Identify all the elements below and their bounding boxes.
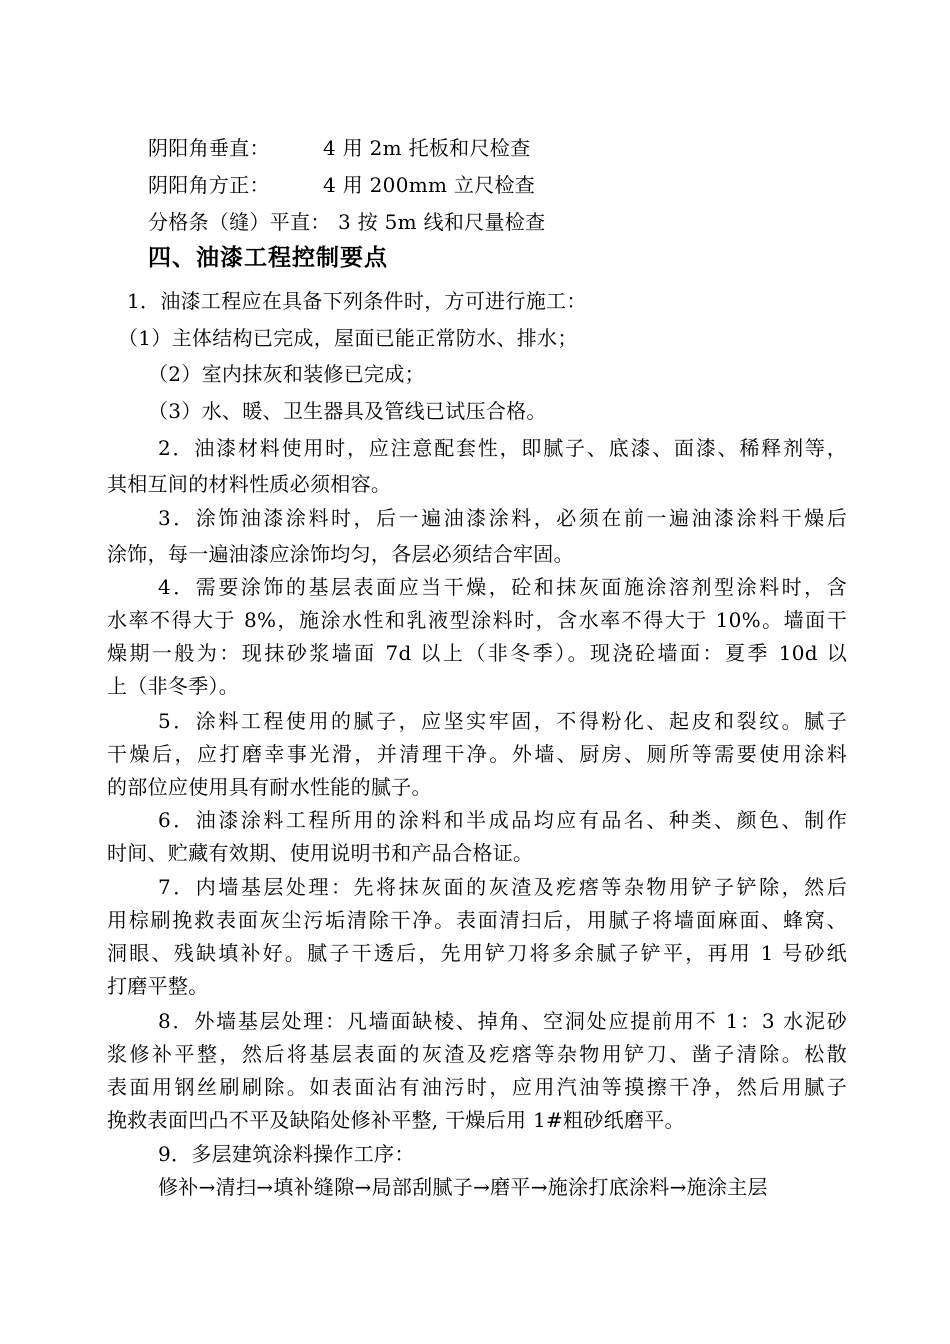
spec-line — [148, 171, 847, 199]
paragraph-line: 打磨平整。 — [107, 974, 209, 998]
paragraph-line: 8．外墙基层处理：凡墙面缺棱、掉角、空洞处应提前用不 1：3 水泥砂 — [158, 1009, 847, 1033]
process-line: 修补→清扫→填补缝隙→局部刮腻子→磨平→施涂打底涂料→施涂主层 — [158, 1175, 768, 1199]
spec-value: 4 用 200mm 立尺检查 — [323, 173, 536, 197]
paragraph-line: 的部位应使用具有耐水性能的腻子。 — [107, 775, 432, 799]
paragraph-line: 浆修补平整，然后将基层表面的灰渣及疙瘩等杂物用铲刀、凿子清除。松散 — [107, 1042, 847, 1066]
paragraph-line: 水率不得大于 8%，施涂水性和乳液型涂料时，含水率不得大于 10%。墙面干 — [107, 608, 847, 632]
paragraph-line: 表面用钢丝刷刷除。如表面沾有油污时，应用汽油等摸擦干净，然后用腻子 — [107, 1075, 847, 1099]
paragraph-line: 6．油漆涂料工程所用的涂料和半成品均应有品名、种类、颜色、制作 — [158, 808, 847, 832]
condition-item: （2）室内抹灰和装修已完成； — [148, 362, 425, 386]
spec-label: 分格条（缝）平直： — [148, 210, 331, 234]
spec-label: 阴阳角方正： — [148, 173, 270, 197]
paragraph-line: 上（非冬季）。 — [107, 674, 240, 698]
condition-item: （1）主体结构已完成，屋面已能正常防水、排水； — [118, 326, 578, 350]
paragraph-line: 洞眼、残缺填补好。腻子干透后，先用铲刀将多余腻子铲平，再用 1 号砂纸 — [107, 941, 847, 965]
paragraph-line: 3．涂饰油漆涂料时，后一遍油漆涂料，必须在前一遍油漆涂料干燥后 — [158, 506, 847, 530]
paragraph-line: 时间、贮藏有效期、使用说明书和产品合格证。 — [107, 841, 534, 865]
spec-line — [148, 208, 847, 236]
paragraph-line: 涂饰，每一遍油漆应涂饰均匀，各层必须结合牢固。 — [107, 542, 574, 566]
spec-line — [148, 134, 847, 162]
paragraph-line: 7．内墙基层处理：先将抹灰面的灰渣及疙瘩等杂物用铲子铲除，然后 — [158, 875, 847, 899]
condition-item: （3）水、暖、卫生器具及管线已试压合格。 — [148, 399, 547, 423]
section-heading: 四、油漆工程控制要点 — [148, 245, 388, 271]
paragraph-line: 挽救表面凹凸不平及缺陷处修补平整, 干燥后用 1#粗砂纸磨平。 — [107, 1108, 685, 1132]
spec-label: 阴阳角垂直： — [148, 136, 270, 160]
item-intro: 1．油漆工程应在具备下列条件时，方可进行施工： — [127, 289, 587, 313]
paragraph-line: 4．需要涂饰的基层表面应当干燥，砼和抹灰面施涂溶剂型涂料时，含 — [158, 575, 847, 599]
spec-value: 4 用 2m 托板和尺检查 — [323, 136, 531, 160]
paragraph-line: 5．涂料工程使用的腻子，应坚实牢固，不得粉化、起皮和裂纹。腻子 — [158, 709, 847, 733]
paragraph-line: 2．油漆材料使用时，应注意配套性，即腻子、底漆、面漆、稀释剂等， — [158, 436, 847, 460]
paragraph-line: 干燥后，应打磨幸事光滑，并清理干净。外墙、厨房、厕所等需要使用涂料 — [107, 742, 847, 766]
paragraph-line: 其相互间的材料性质必须相容。 — [107, 472, 392, 496]
paragraph-line: 燥期一般为：现抹砂浆墙面 7d 以上（非冬季）。现浇砼墙面：夏季 10d 以 — [107, 641, 847, 665]
paragraph-line: 9．多层建筑涂料操作工序： — [158, 1142, 415, 1166]
spec-value: 3 按 5m 线和尺量检查 — [338, 210, 546, 234]
paragraph-line: 用棕刷挽救表面灰尘污垢清除干净。表面清扫后，用腻子将墙面麻面、蜂窝、 — [107, 908, 847, 932]
